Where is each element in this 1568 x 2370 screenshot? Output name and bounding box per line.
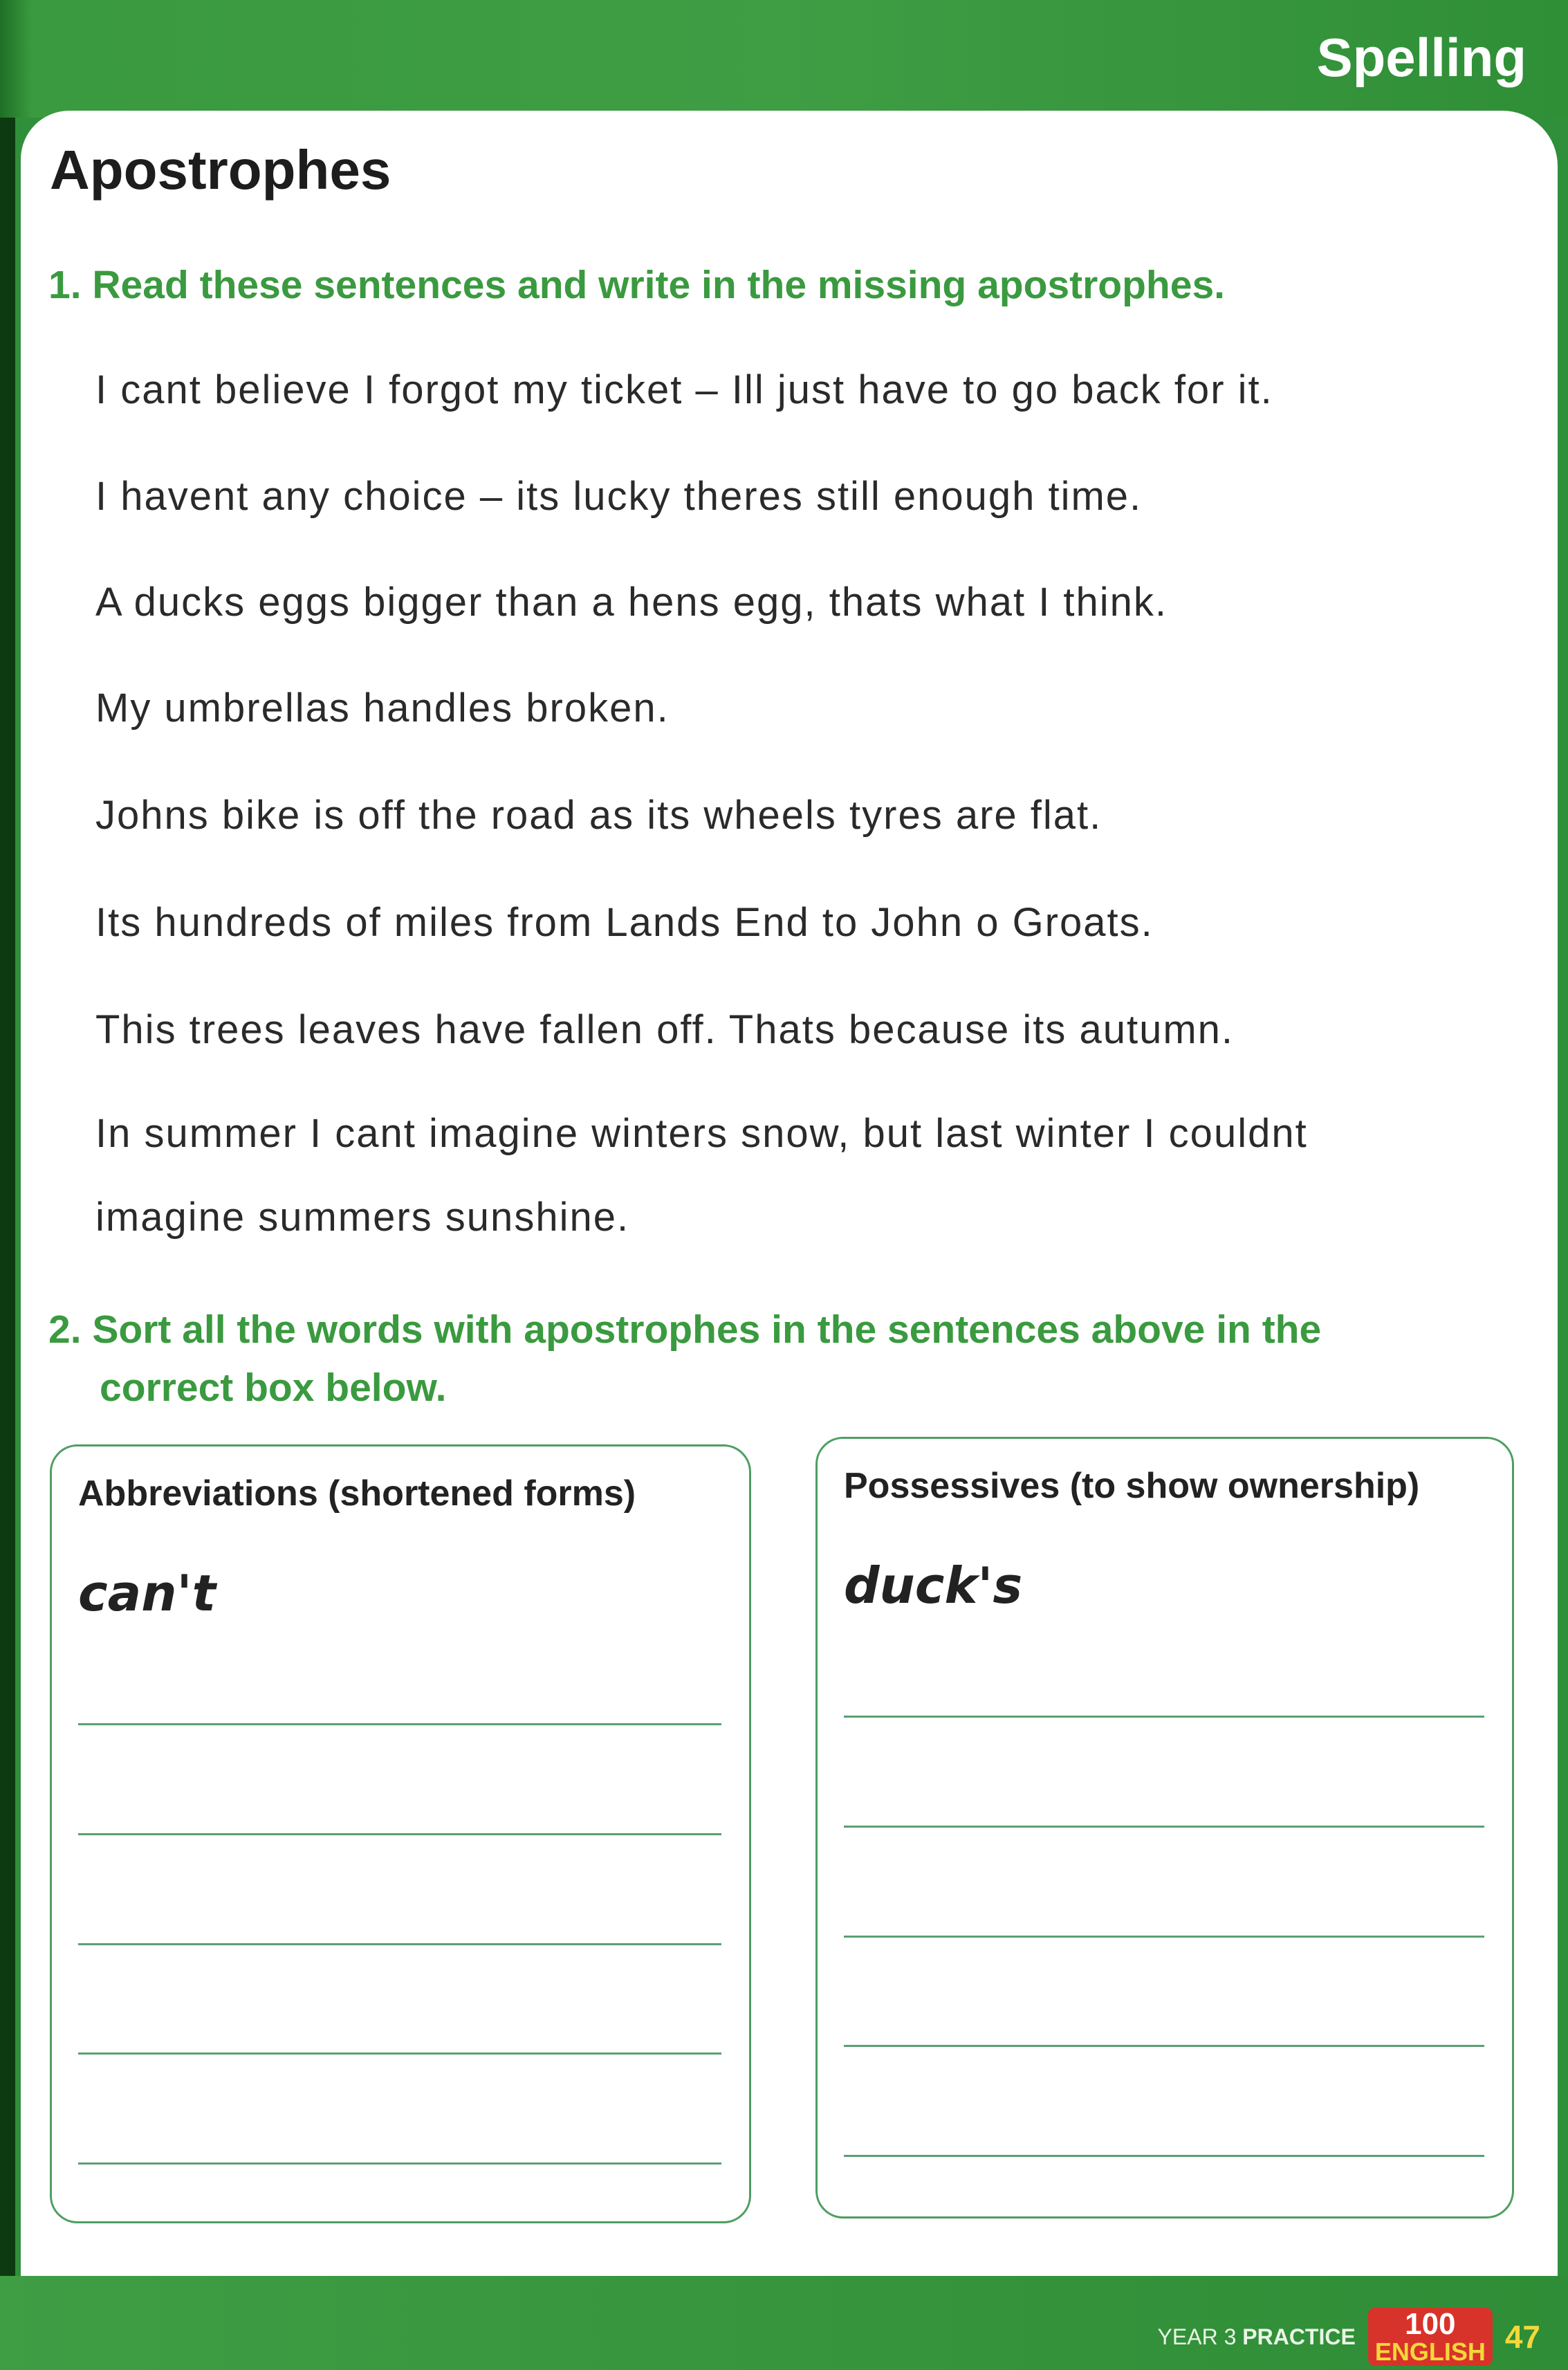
- example-answer: duck's: [844, 1556, 1023, 1615]
- footer-practice: PRACTICE: [1242, 2324, 1356, 2349]
- answer-line[interactable]: [78, 2052, 721, 2055]
- answer-line[interactable]: [844, 1716, 1484, 1718]
- logo-number: 100: [1405, 2307, 1456, 2341]
- answer-line[interactable]: [844, 2045, 1484, 2047]
- 100-english-logo: [1368, 2308, 1493, 2366]
- question-2-heading-line2: correct box below.: [100, 1366, 447, 1410]
- answer-line[interactable]: [78, 2162, 721, 2165]
- page-number: 47: [1504, 2319, 1540, 2355]
- sentence: I cant believe I forgot my ticket – Ill just have to go back for it.: [95, 367, 1273, 412]
- sentence: imagine summers sunshine.: [95, 1195, 630, 1240]
- possessives-box: [815, 1437, 1514, 2219]
- answer-line[interactable]: [78, 1723, 721, 1725]
- answer-line[interactable]: [78, 1833, 721, 1835]
- page-title: Apostrophes: [50, 139, 391, 201]
- sentence: This trees leaves have fallen off. Thats because its autumn.: [95, 1007, 1235, 1052]
- abbreviations-box: [50, 1444, 751, 2223]
- box-heading: Possessives (to show ownership): [844, 1466, 1420, 1506]
- sentence: Its hundreds of miles from Lands End to John o Groats.: [95, 900, 1154, 945]
- logo-word: ENGLISH: [1374, 2337, 1486, 2366]
- answer-line[interactable]: [78, 1943, 721, 1945]
- answer-line[interactable]: [844, 1936, 1484, 1938]
- answer-line[interactable]: [844, 2155, 1484, 2157]
- footer: [1158, 2308, 1540, 2366]
- section-label: Spelling: [1316, 27, 1527, 88]
- sentence: My umbrellas handles broken.: [95, 686, 670, 731]
- answer-line[interactable]: [844, 1826, 1484, 1828]
- example-answer: can't: [78, 1564, 216, 1622]
- footer-series: [1158, 2324, 1356, 2350]
- sentence: Johns bike is off the road as its wheels tyres are flat.: [95, 793, 1103, 838]
- sentence: A ducks eggs bigger than a hens egg, thats what I think.: [95, 580, 1168, 625]
- sentence: In summer I cant imagine winters snow, but last winter I couldnt: [95, 1111, 1308, 1156]
- book-spine: [0, 0, 15, 2370]
- header-band: [0, 0, 1568, 118]
- box-heading: Abbreviations (shortened forms): [78, 1473, 636, 1514]
- footer-year: YEAR 3: [1157, 2324, 1237, 2349]
- question-2-heading-line1: 2. Sort all the words with apostrophes in the sentences above in the: [48, 1307, 1322, 1352]
- question-1-heading: 1. Read these sentences and write in the missing apostrophes.: [48, 263, 1225, 307]
- sentence: I havent any choice – its lucky theres still enough time.: [95, 474, 1143, 519]
- question-2-heading: [48, 1301, 1321, 1417]
